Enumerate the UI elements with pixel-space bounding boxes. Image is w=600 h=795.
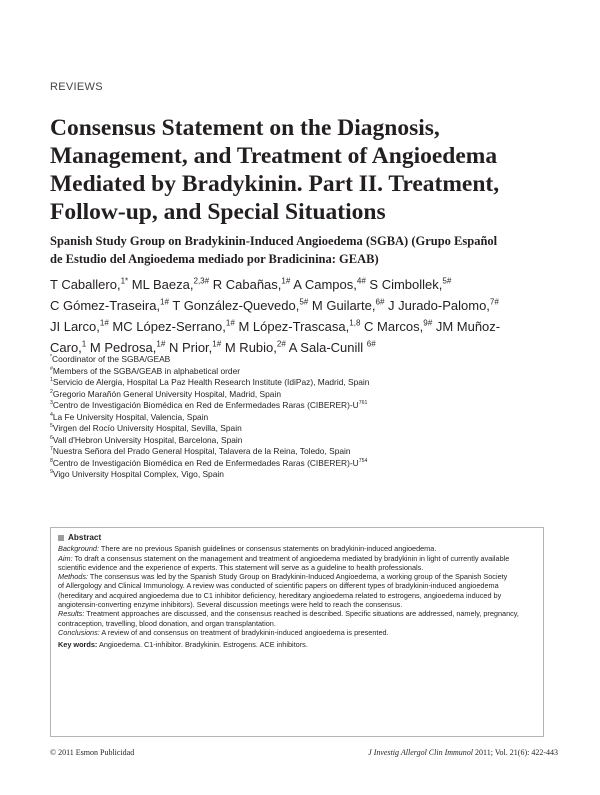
- abstract-line: [58, 554, 536, 563]
- abstract-line: [58, 572, 536, 581]
- author-list: [50, 274, 560, 358]
- affiliation-item: $^3$Centro de Investigación Biomédica en Red de Enfermedades Raras $(CIBERER)-U^{761}$: [50, 400, 368, 410]
- affiliation-item: #Members of the SGBA/GEAB in alphabetical order: [50, 365, 241, 376]
- abstract-line: [58, 544, 536, 553]
- abstract-label: Aim:: [58, 553, 73, 563]
- abstract-text: contraception, travelling, blood donation, and organ transplantation.: [58, 618, 276, 628]
- journal-name: J Investig Allergol Clin Immunol: [368, 748, 474, 757]
- abstract-results: [58, 609, 536, 628]
- author-line: C Gómez-Traseira,$^{1\#}$ T González-Quevedo,$^{5\#}$ M Guilarte,$^{6\#}$ J Jurado-Palomo,$^{7\#}$: [50, 297, 499, 313]
- abstract-label: Background:: [58, 544, 99, 554]
- keywords-label: Key words:: [58, 640, 98, 650]
- study-group-line: de Estudio del Angioedema mediado por Bradicinina: GEAB): [50, 252, 379, 266]
- section-tag: REVIEWS: [50, 81, 103, 93]
- citation: 2011; Vol. 21(6): 422-443: [475, 748, 558, 757]
- affiliation-item: $^8$Centro de Investigación Biomédica en Red de Enfermedades Raras $(CIBERER)-U^{754}$: [50, 457, 368, 468]
- affiliation-item: *Coordinator of the SGBA/GEAB: [50, 354, 171, 364]
- title-line: Mediated by Bradykinin. Part II. Treatment,: [50, 171, 500, 197]
- author-line: T Caballero,$^{1*}$ ML Baeza,$^{2,3\#}$ R Cabañas,$^{1\#}$ A Campos,$^{4\#}$ S Cimbollek,$^{5\#}$: [50, 276, 452, 292]
- abstract-conclusions: [58, 628, 536, 637]
- abstract-text: (hereditary and acquired angioedema due to C1 inhibitor deficiency, hereditary angioedema related to estrogens, angioedema induced by: [58, 590, 502, 600]
- title-line: Consensus Statement on the Diagnosis,: [50, 115, 440, 141]
- affiliation-item: $^4$La Fe University Hospital, Valencia, Spain: [50, 411, 209, 422]
- title-line: Follow-up, and Special Situations: [50, 199, 386, 225]
- author-line: Caro,$^1$ M Pedrosa,$^{1\#}$ N Prior,$^{1\#}$ M Rubio,$^{2\#}$ A Sala-Cunill $^{6\#}$: [50, 339, 376, 355]
- title-line: Management, and Treatment of Angioedema: [50, 143, 498, 169]
- keywords: [58, 640, 536, 649]
- study-group-line: Spanish Study Group on Bradykinin-Induced Angioedema (SGBA) (Grupo Español: [50, 234, 498, 248]
- affiliation-list: [50, 354, 550, 481]
- abstract-label: Results:: [58, 609, 85, 619]
- abstract-text: Treatment approaches are discussed, and the consensus reached is described. Specific situations are addressed, namely, pregnancy,: [86, 609, 519, 619]
- abstract-methods: [58, 572, 536, 609]
- affiliation-item: $^9$Vigo University Hospital Complex, Vigo, Spain: [50, 469, 224, 479]
- keywords-text: Angioedema. C1-inhibitor. Bradykinin. Estrogens. ACE inhibitors.: [98, 640, 308, 650]
- square-bullet-icon: [58, 535, 64, 541]
- abstract-heading: [58, 533, 536, 542]
- affiliation-item: $^1$Servicio de Alergia, Hospital La Paz Health Research Institute (IdiPaz), Madrid, Spain: [50, 377, 370, 387]
- abstract-aim: [58, 554, 536, 573]
- journal-citation: [340, 748, 558, 757]
- abstract-heading-label: Abstract: [68, 533, 102, 542]
- abstract-background: [58, 544, 536, 553]
- abstract-text: A review of and consensus on treatment of bradykinin-induced angioedema is presented.: [101, 627, 389, 637]
- abstract-box: [50, 527, 544, 737]
- abstract-line: [58, 628, 536, 637]
- abstract-text: There are no previous Spanish guidelines or consensus statements on bradykinin-induced angioedema.: [100, 544, 437, 554]
- copyright: © 2011 Esmon Publicidad: [50, 748, 135, 757]
- abstract-label: Conclusions:: [58, 627, 100, 637]
- abstract-text: of Allergology and Clinical Immunology. A review was conducted of scientific papers on different types of bradykinin-induced angioedema: [58, 581, 499, 591]
- affiliation-item: $^5$Virgen del Rocío University Hospital, Sevilla, Spain: [50, 423, 242, 433]
- affiliation-item: $^7$Nuestra Señora del Prado General Hospital, Talavera de la Reina, Toledo, Spain: [50, 446, 351, 456]
- abstract-text: The consensus was led by the Spanish Study Group on Bradykinin-Induced Angioedema, a working group of the Spanish Society: [89, 572, 508, 582]
- abstract-text: scientific evidence and the experience of experts. This statement will serve as a guideline to health professionals.: [58, 562, 424, 572]
- study-group: [50, 232, 560, 268]
- article-title: [50, 114, 560, 226]
- abstract-line: [58, 609, 536, 618]
- abstract-text: To draft a consensus statement on the management and treatment of angioedema mediated by bradykinin in light of currently available: [74, 553, 510, 563]
- affiliation-item: $^6$Vall d'Hebron University Hospital, Barcelona, Spain: [50, 434, 243, 445]
- abstract-text: angiotensin-converting enzyme inhibitors). Several discussion meetings were held to reach the consensus.: [58, 600, 403, 610]
- abstract-label: Methods:: [58, 572, 89, 582]
- author-line: JI Larco,$^{1\#}$ MC López-Serrano,$^{1\#}$ M López-Trascasa,$^{1,8}$ C Marcos,$^{9\#}$ JM Muñoz-: [50, 318, 501, 334]
- affiliation-item: $^2$Gregorio Marañón General University Hospital, Madrid, Spain: [50, 388, 281, 399]
